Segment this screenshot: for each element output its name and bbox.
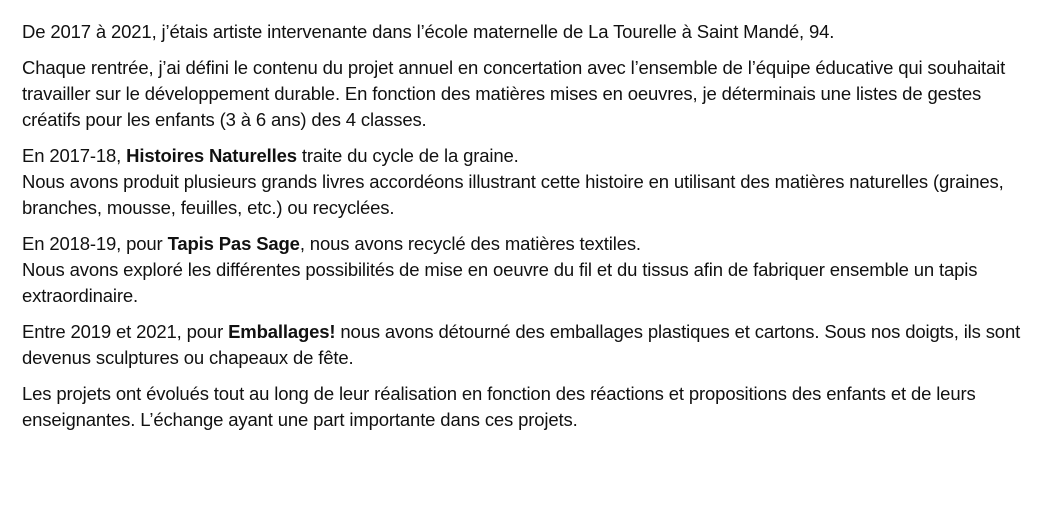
tapis-pas-sage-description: Nous avons exploré les différentes possibilités de mise en oeuvre du fil et du tissus afin de fabriquer ensemble un tapis extraordinaire. <box>22 259 978 306</box>
paragraph-tapis-pas-sage <box>22 231 1032 309</box>
paragraph-intro-text: De 2017 à 2021, j’étais artiste intervenante dans l’école maternelle de La Tourelle à Saint Mandé, 94. <box>22 21 835 42</box>
tapis-pas-sage-title: Tapis Pas Sage <box>167 233 300 254</box>
emballages-intro: Entre 2019 et 2021, pour <box>22 321 229 342</box>
paragraph-emballages <box>22 319 1032 371</box>
paragraph-histoires-naturelles <box>22 143 1032 221</box>
emballages-rest: nous avons détourné des emballages plastiques et cartons. Sous nos doigts, ils sont devenus sculptures ou chapeaux de fête. <box>22 321 1021 368</box>
tapis-pas-sage-rest: , nous avons recyclé des matières textiles. <box>299 233 641 254</box>
tapis-pas-sage-intro: En 2018-19, pour <box>22 233 168 254</box>
histoires-naturelles-rest: traite du cycle de la graine. <box>296 145 519 166</box>
paragraph-intro <box>22 19 1032 45</box>
emballages-title: Emballages! <box>228 321 336 342</box>
paragraph-annual-project-text: Chaque rentrée, j’ai défini le contenu du projet annuel en concertation avec l’ensemble de l’équipe éducative qui souhaitait travailler sur le développement durable. En fonction des matières mises en oeuvres, je déterminais une listes de gestes créatifs pour les enfants (3 à 6 ans) des 4 classes. <box>22 57 1006 130</box>
paragraph-annual-project <box>22 55 1032 133</box>
histoires-naturelles-description: Nous avons produit plusieurs grands livres accordéons illustrant cette histoire en utilisant des matières naturelles (graines, branches, mousse, feuilles, etc.) ou recyclées. <box>22 171 1004 218</box>
paragraph-conclusion-text: Les projets ont évolués tout au long de leur réalisation en fonction des réactions et propositions des enfants et de leurs enseignantes. L’échange ayant une part importante dans ces projets. <box>22 383 976 430</box>
histoires-naturelles-intro: En 2017-18, <box>22 145 127 166</box>
histoires-naturelles-title: Histoires Naturelles <box>126 145 297 166</box>
paragraph-conclusion <box>22 381 1032 433</box>
